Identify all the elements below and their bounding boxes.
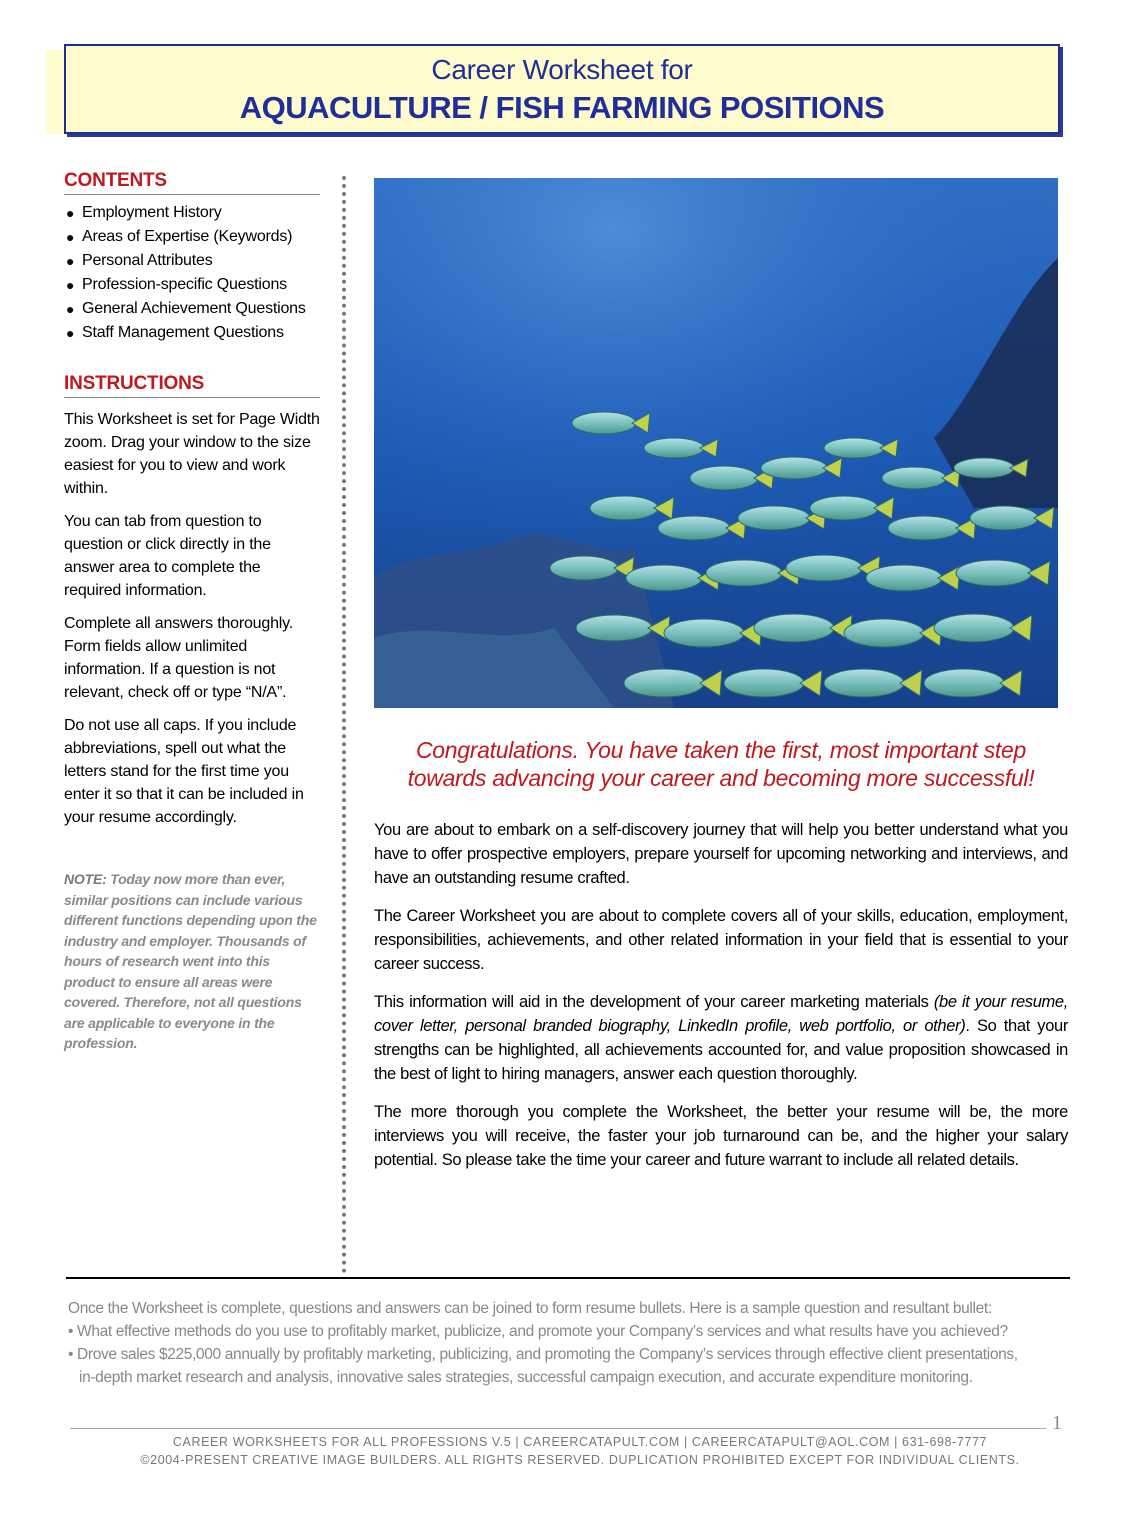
section-rule xyxy=(66,1277,1070,1279)
title-line-2: AQUACULTURE / FISH FARMING POSITIONS xyxy=(239,90,885,125)
intro-body xyxy=(374,818,1068,1186)
instruction-paragraph: Do not use all caps. If you include abbreviations, spell out what the letters stand for the first time you enter it so that it can be included in your resume accordingly. xyxy=(64,717,304,826)
intro-paragraph-3: This information will aid in the development of your career marketing materials (be it your resume, cover letter, personal branded biography, LinkedIn profile, web portfolio, or other). So that your strengths can be highlighted, all achievements accounted for, and value proposition showcased in the best of light to hiring managers, answer each question thoroughly. xyxy=(374,993,1068,1083)
fish-illustration xyxy=(374,178,1058,708)
congrats-line-1: Congratulations. You have taken the first, most important step xyxy=(416,737,1026,763)
bullet-icon: ● xyxy=(66,325,75,341)
contents-item[interactable]: ● Areas of Expertise (Keywords) xyxy=(64,225,320,249)
instructions-body xyxy=(64,408,320,829)
footer-line-2: ©2004-PRESENT CREATIVE IMAGE BUILDERS. ALL RIGHTS RESERVED. DUPLICATION PROHIBITED EXCEPT FOR INDIVIDUAL CLIENTS. xyxy=(140,1453,1020,1467)
contents-list xyxy=(64,201,320,345)
bullet-icon: ● xyxy=(66,205,75,221)
bullet-icon: ● xyxy=(66,277,75,293)
sample-bullet-line-2: in-depth market research and analysis, innovative sales strategies, successful campaign execution, and accurate expenditure monitoring. xyxy=(79,1369,973,1386)
contents-item[interactable]: ● Staff Management Questions xyxy=(64,321,320,345)
left-column xyxy=(64,170,320,1054)
note-block xyxy=(64,869,320,1054)
contents-item[interactable]: ● General Achievement Questions xyxy=(64,297,320,321)
congrats-line-2: towards advancing your career and becoming more successful! xyxy=(407,765,1035,791)
intro-paragraph-1: You are about to embark on a self-discovery journey that will help you better understand what you have to offer prospective employers, prepare yourself for upcoming networking and interviews, and have an outstanding resume crafted. xyxy=(374,821,1068,887)
contents-heading: CONTENTS xyxy=(64,170,320,195)
sample-bullet-block xyxy=(68,1297,1078,1389)
instruction-paragraph: This Worksheet is set for Page Width zoom. Drag your window to the size easiest for you to view and work within. xyxy=(64,411,320,497)
footer-rule xyxy=(70,1428,1046,1429)
instruction-paragraph: You can tab from question to question or click directly in the answer area to complete the required information. xyxy=(64,513,271,599)
note-label: NOTE: xyxy=(64,871,107,887)
column-divider xyxy=(342,176,346,1274)
title-tab-decoration xyxy=(46,50,66,134)
contents-item[interactable]: ● Personal Attributes xyxy=(64,249,320,273)
title-line-1: Career Worksheet for xyxy=(431,54,693,85)
bullet-icon: ● xyxy=(66,229,75,245)
sample-intro: Once the Worksheet is complete, questions and answers can be joined to form resume bullets. Here is a sample question and resultant bullet: xyxy=(68,1300,992,1317)
intro-paragraph-2: The Career Worksheet you are about to complete covers all of your skills, education, employment, responsibilities, achievements, and other related information in your field that is essential to your career success. xyxy=(374,907,1068,973)
footer-line-1: CAREER WORKSHEETS FOR ALL PROFESSIONS V.5 | CAREERCATAPULT.COM | CAREERCATAPULT@AOL.COM | 631-698-7777 xyxy=(172,1435,988,1449)
note-text: Today now more than ever, similar positions can include various different functions depending upon the industry and employer. Thousands of hours of research went into this product to ensure all areas were covered. Therefore, not all questions are applicable to everyone in the profession. xyxy=(64,871,317,1051)
bullet-icon: ● xyxy=(66,253,75,269)
instruction-paragraph: Complete all answers thoroughly. Form fields allow unlimited information. If a question is not relevant, check off or type “N/A”. xyxy=(64,615,293,701)
bullet-icon: ● xyxy=(66,301,75,317)
contents-item[interactable]: ● Profession-specific Questions xyxy=(64,273,320,297)
page-number: 1 xyxy=(1052,1412,1062,1434)
sample-question: • What effective methods do you use to profitably market, publicize, and promote your Company’s services and what results have you achieved? xyxy=(68,1323,1008,1340)
intro-paragraph-4: The more thorough you complete the Worksheet, the better your resume will be, the more interviews you will receive, the faster your job turnaround can be, and the higher your salary potential. So please take the time your career and future warrant to include all related details. xyxy=(374,1103,1068,1169)
instructions-heading: INSTRUCTIONS xyxy=(64,373,320,398)
footer xyxy=(60,1433,1100,1469)
sample-bullet-line-1: • Drove sales $225,000 annually by profitably marketing, publicizing, and promoting the Company’s services through effective client presentations, xyxy=(68,1346,1018,1363)
school-of-fish-photo xyxy=(374,178,1058,708)
contents-item[interactable]: ● Employment History xyxy=(64,201,320,225)
title-banner xyxy=(64,44,1060,134)
congratulations-message xyxy=(374,736,1068,792)
